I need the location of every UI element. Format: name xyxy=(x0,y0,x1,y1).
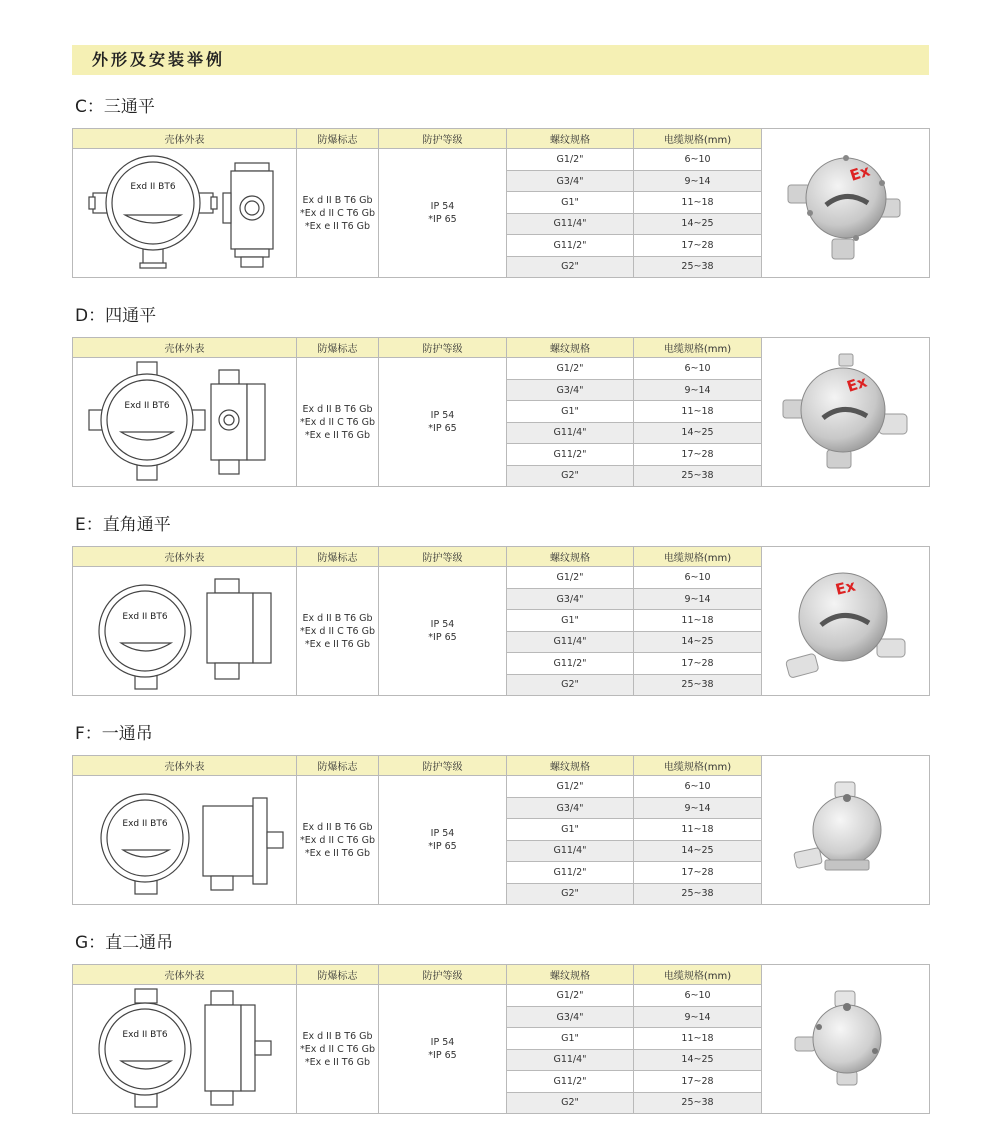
marking-line: Ex d II B T6 Gb xyxy=(302,194,373,206)
thread-spec: G1/2" xyxy=(507,985,634,1006)
thread-spec: G3/4" xyxy=(507,588,634,609)
cable-spec: 14~25 xyxy=(634,1049,762,1070)
thread-spec: G11/2" xyxy=(507,862,634,883)
header-cable: 电缆规格(mm) xyxy=(634,965,762,985)
product-photo-cell xyxy=(762,756,930,905)
junction-box-photo xyxy=(791,989,901,1089)
section-title-c: C：三通平 xyxy=(75,97,155,117)
thread-spec: G11/4" xyxy=(507,422,634,443)
marking-line: *Ex e II T6 Gb xyxy=(304,429,371,441)
ip-line: *IP 65 xyxy=(428,632,457,644)
thread-spec: G11/2" xyxy=(507,1071,634,1092)
thread-spec: G11/2" xyxy=(507,235,634,256)
thread-spec: G1" xyxy=(507,1028,634,1049)
cable-spec: 17~28 xyxy=(634,862,762,883)
thread-spec: G11/4" xyxy=(507,631,634,652)
marking-line: *Ex d II C T6 Gb xyxy=(300,1043,375,1055)
thread-spec: G3/4" xyxy=(507,1006,634,1027)
header-protection: 防护等级 xyxy=(379,965,507,985)
cable-spec: 11~18 xyxy=(634,192,762,213)
thread-spec: G3/4" xyxy=(507,797,634,818)
header-cable: 电缆规格(mm) xyxy=(634,338,762,358)
thread-spec: G1" xyxy=(507,192,634,213)
explosion-marking xyxy=(297,567,379,696)
section-title-e: E：直角通平 xyxy=(75,515,171,535)
header-marking: 防爆标志 xyxy=(297,338,379,358)
header-cable: 电缆规格(mm) xyxy=(634,547,762,567)
marking-line: *Ex d II C T6 Gb xyxy=(300,834,375,846)
cable-spec: 25~38 xyxy=(634,1092,762,1113)
cable-spec: 9~14 xyxy=(634,1006,762,1027)
shell-drawing-cell xyxy=(73,567,297,696)
junction-box-photo xyxy=(781,561,911,681)
drawing-label: Exd II BT6 xyxy=(129,182,176,193)
cable-spec: 11~18 xyxy=(634,1028,762,1049)
cable-spec: 17~28 xyxy=(634,653,762,674)
header-shell: 壳体外表 xyxy=(73,338,297,358)
ip-line: IP 54 xyxy=(430,828,455,840)
header-thread: 螺纹规格 xyxy=(507,547,634,567)
marking-line: *Ex e II T6 Gb xyxy=(304,638,371,650)
header-protection: 防护等级 xyxy=(379,756,507,776)
marking-line: *Ex e II T6 Gb xyxy=(304,1056,371,1068)
shell-drawing xyxy=(85,987,285,1111)
protection-grade xyxy=(379,776,507,905)
banner-title: 外形及安装举例 xyxy=(72,45,929,75)
thread-spec: G11/4" xyxy=(507,840,634,861)
cable-spec: 17~28 xyxy=(634,444,762,465)
protection-grade xyxy=(379,358,507,487)
header-shell: 壳体外表 xyxy=(73,129,297,149)
header-shell: 壳体外表 xyxy=(73,965,297,985)
ip-line: IP 54 xyxy=(430,201,455,213)
thread-spec: G1/2" xyxy=(507,776,634,797)
cable-spec: 6~10 xyxy=(634,358,762,379)
header-protection: 防护等级 xyxy=(379,338,507,358)
thread-spec: G3/4" xyxy=(507,170,634,191)
product-photo-cell xyxy=(762,965,930,1114)
cable-spec: 6~10 xyxy=(634,149,762,170)
marking-line: Ex d II B T6 Gb xyxy=(302,821,373,833)
shell-drawing-cell xyxy=(73,149,297,278)
marking-line: *Ex e II T6 Gb xyxy=(304,847,371,859)
thread-spec: G11/4" xyxy=(507,213,634,234)
cable-spec: 9~14 xyxy=(634,379,762,400)
product-photo-cell xyxy=(762,338,930,487)
thread-spec: G3/4" xyxy=(507,379,634,400)
thread-spec: G11/2" xyxy=(507,653,634,674)
thread-spec: G2" xyxy=(507,465,634,486)
cable-spec: 11~18 xyxy=(634,610,762,631)
shell-drawing-cell xyxy=(73,358,297,487)
thread-spec: G2" xyxy=(507,256,634,277)
cable-spec: 14~25 xyxy=(634,840,762,861)
header-marking: 防爆标志 xyxy=(297,547,379,567)
cable-spec: 6~10 xyxy=(634,776,762,797)
thread-spec: G1" xyxy=(507,819,634,840)
drawing-label: Exd II BT6 xyxy=(121,819,168,830)
ip-line: IP 54 xyxy=(430,1037,455,1049)
marking-line: *Ex d II C T6 Gb xyxy=(300,625,375,637)
marking-line: *Ex d II C T6 Gb xyxy=(300,207,375,219)
ex-mark: Ex xyxy=(833,576,857,599)
cable-spec: 25~38 xyxy=(634,256,762,277)
junction-box-photo xyxy=(786,143,906,263)
thread-spec: G2" xyxy=(507,883,634,904)
header-thread: 螺纹规格 xyxy=(507,965,634,985)
header-protection: 防护等级 xyxy=(379,547,507,567)
header-thread: 螺纹规格 xyxy=(507,129,634,149)
cable-spec: 25~38 xyxy=(634,465,762,486)
protection-grade xyxy=(379,985,507,1114)
shell-drawing xyxy=(85,778,285,902)
cable-spec: 14~25 xyxy=(634,631,762,652)
shell-drawing-cell xyxy=(73,776,297,905)
product-photo-cell xyxy=(762,129,930,278)
protection-grade xyxy=(379,567,507,696)
shell-drawing xyxy=(85,569,285,693)
header-shell: 壳体外表 xyxy=(73,756,297,776)
thread-spec: G2" xyxy=(507,1092,634,1113)
shell-drawing xyxy=(85,360,285,484)
header-marking: 防爆标志 xyxy=(297,756,379,776)
header-cable: 电缆规格(mm) xyxy=(634,756,762,776)
protection-grade xyxy=(379,149,507,278)
thread-spec: G1/2" xyxy=(507,567,634,588)
junction-box-photo xyxy=(791,780,901,880)
shell-drawing-cell xyxy=(73,985,297,1114)
cable-spec: 25~38 xyxy=(634,883,762,904)
cable-spec: 6~10 xyxy=(634,985,762,1006)
header-thread: 螺纹规格 xyxy=(507,756,634,776)
cable-spec: 17~28 xyxy=(634,1071,762,1092)
drawing-label: Exd II BT6 xyxy=(121,1030,168,1041)
ip-line: IP 54 xyxy=(430,619,455,631)
ip-line: *IP 65 xyxy=(428,214,457,226)
explosion-marking xyxy=(297,358,379,487)
drawing-label: Exd II BT6 xyxy=(121,612,168,623)
ex-mark: Ex xyxy=(844,372,869,396)
explosion-marking xyxy=(297,776,379,905)
spec-table-e xyxy=(72,546,930,696)
ip-line: *IP 65 xyxy=(428,841,457,853)
section-title-d: D：四通平 xyxy=(75,306,157,326)
cable-spec: 9~14 xyxy=(634,588,762,609)
cable-spec: 9~14 xyxy=(634,170,762,191)
ex-mark: Ex xyxy=(847,161,872,185)
thread-spec: G11/2" xyxy=(507,444,634,465)
shell-drawing xyxy=(85,153,285,273)
thread-spec: G1" xyxy=(507,610,634,631)
ip-line: *IP 65 xyxy=(428,423,457,435)
section-title-f: F：一通吊 xyxy=(75,724,153,744)
header-protection: 防护等级 xyxy=(379,129,507,149)
thread-spec: G1" xyxy=(507,401,634,422)
cable-spec: 11~18 xyxy=(634,819,762,840)
ip-line: IP 54 xyxy=(430,410,455,422)
cable-spec: 11~18 xyxy=(634,401,762,422)
cable-spec: 14~25 xyxy=(634,213,762,234)
cable-spec: 14~25 xyxy=(634,422,762,443)
cable-spec: 17~28 xyxy=(634,235,762,256)
thread-spec: G2" xyxy=(507,674,634,695)
cable-spec: 6~10 xyxy=(634,567,762,588)
explosion-marking xyxy=(297,985,379,1114)
cable-spec: 9~14 xyxy=(634,797,762,818)
thread-spec: G1/2" xyxy=(507,149,634,170)
marking-line: Ex d II B T6 Gb xyxy=(302,403,373,415)
marking-line: *Ex e II T6 Gb xyxy=(304,220,371,232)
marking-line: *Ex d II C T6 Gb xyxy=(300,416,375,428)
marking-line: Ex d II B T6 Gb xyxy=(302,1030,373,1042)
spec-table-d xyxy=(72,337,930,487)
ip-line: *IP 65 xyxy=(428,1050,457,1062)
junction-box-photo xyxy=(781,352,911,472)
header-shell: 壳体外表 xyxy=(73,547,297,567)
header-thread: 螺纹规格 xyxy=(507,338,634,358)
section-title-g: G：直二通吊 xyxy=(75,933,174,953)
spec-table-f xyxy=(72,755,930,905)
spec-table-c xyxy=(72,128,930,278)
thread-spec: G1/2" xyxy=(507,358,634,379)
thread-spec: G11/4" xyxy=(507,1049,634,1070)
spec-table-g xyxy=(72,964,930,1114)
header-marking: 防爆标志 xyxy=(297,129,379,149)
marking-line: Ex d II B T6 Gb xyxy=(302,612,373,624)
product-photo-cell xyxy=(762,547,930,696)
header-marking: 防爆标志 xyxy=(297,965,379,985)
drawing-label: Exd II BT6 xyxy=(123,401,170,412)
cable-spec: 25~38 xyxy=(634,674,762,695)
explosion-marking xyxy=(297,149,379,278)
header-cable: 电缆规格(mm) xyxy=(634,129,762,149)
